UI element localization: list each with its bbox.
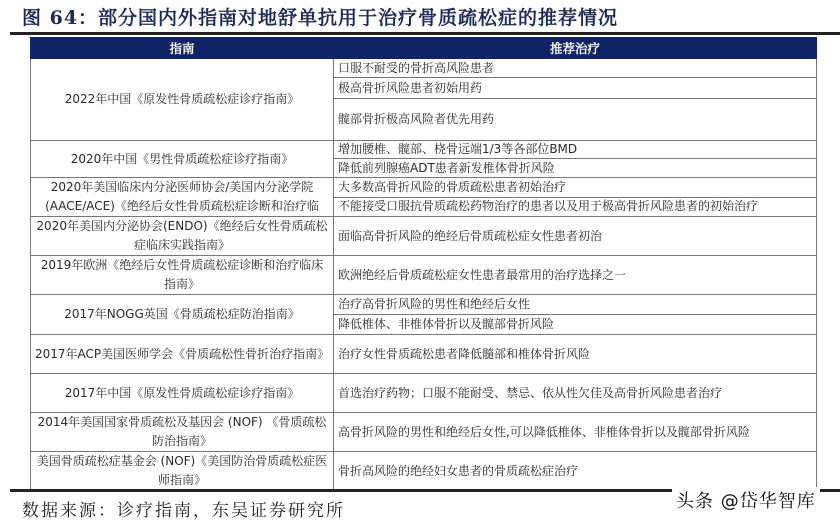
recommendation-cell: 面临高骨折风险的绝经后骨质疏松症女性患者初治 (334, 217, 817, 256)
guide-cell: 2017年ACP美国医师学会《骨质疏松性骨折治疗指南》 (31, 335, 334, 374)
recommendation-cell: 髋部骨折极高风险者优先用药 (334, 99, 817, 141)
guide-cell: 2020年美国临床内分泌医师协会/美国内分泌学院(AACE/ACE)《绝经后女性骨质疏松症诊断和治疗临 (31, 178, 334, 217)
recommendation-cell: 增加腰椎、髋部、桡骨远端1/3等各部位BMD (334, 141, 817, 159)
recommendation-cell: 不能接受口服抗骨质疏松药物治疗的患者以及用于极高骨折风险患者的初始治疗 (334, 197, 817, 217)
guide-cell: 2022年中国《原发性骨质疏松症诊疗指南》 (31, 59, 334, 141)
recommendation-cell: 骨折高风险的绝经妇女患者的骨质疏松症治疗 (334, 452, 817, 491)
table-row (31, 141, 817, 159)
watermark: 头条 @岱华智库 (672, 487, 820, 513)
top-rule (10, 32, 840, 35)
recommendation-cell: 口服不耐受的骨折高风险患者 (334, 59, 817, 78)
guide-cell: 2019年欧洲《绝经后女性骨质疏松症诊断和治疗临床指南》 (31, 256, 334, 295)
recommendation-cell: 高骨折风险的男性和绝经后女性,可以降低椎体、非椎体骨折以及髋部骨折风险 (334, 413, 817, 452)
table-row (31, 374, 817, 413)
guide-cell: 美国骨质疏松症基金会 (NOF)《美国防治骨质疏松症医师指南》 (31, 452, 334, 491)
table-row (31, 217, 817, 256)
data-source-note: 数据来源：诊疗指南，东吴证券研究所 (22, 501, 345, 521)
recommendation-cell: 首选治疗药物；口服不能耐受、禁忌、依从性欠佳及高骨折风险患者治疗 (334, 374, 817, 413)
recommendation-cell: 大多数高骨折风险的骨质疏松患者初始治疗 (334, 178, 817, 198)
table-row (31, 256, 817, 295)
recommendation-cell: 降低前列腺癌ADT患者新发椎体骨折风险 (334, 159, 817, 178)
table-header-row (31, 38, 817, 59)
figure-title: 图 64：部分国内外指南对地舒单抗用于治疗骨质疏松症的推荐情况 (22, 7, 619, 29)
guide-cell: 2017年NOGG英国《骨质疏松症防治指南》 (31, 295, 334, 335)
column-header-recommendation: 推荐治疗 (334, 38, 817, 59)
table-row (31, 413, 817, 452)
table-row (31, 295, 817, 315)
table-row (31, 452, 817, 491)
table-row (31, 178, 817, 198)
recommendation-cell: 降低椎体、非椎体骨折以及髋部骨折风险 (334, 315, 817, 335)
column-header-guide: 指南 (31, 38, 334, 59)
recommendation-cell: 欧洲绝经后骨质疏松症女性患者最常用的治疗选择之一 (334, 256, 817, 295)
recommendation-cell: 治疗女性骨质疏松患者降低髓部和椎体骨折风险 (334, 335, 817, 374)
table-row (31, 59, 817, 78)
guide-cell: 2017年中国《原发性骨质疏松症诊疗指南》 (31, 374, 334, 413)
guide-cell: 2020年美国内分泌协会(ENDO)《绝经后女性骨质疏松症临床实践指南》 (31, 217, 334, 256)
guide-cell: 2020年中国《男性骨质疏松症诊疗指南》 (31, 141, 334, 178)
recommendation-cell: 治疗高骨折风险的男性和绝经后女性 (334, 295, 817, 315)
guide-cell: 2014年美国国家骨质疏松及基因会 (NOF) 《骨质疏松防治指南》 (31, 413, 334, 452)
guideline-table (30, 37, 817, 491)
table-row (31, 335, 817, 374)
recommendation-cell: 极高骨折风险患者初始用药 (334, 78, 817, 99)
